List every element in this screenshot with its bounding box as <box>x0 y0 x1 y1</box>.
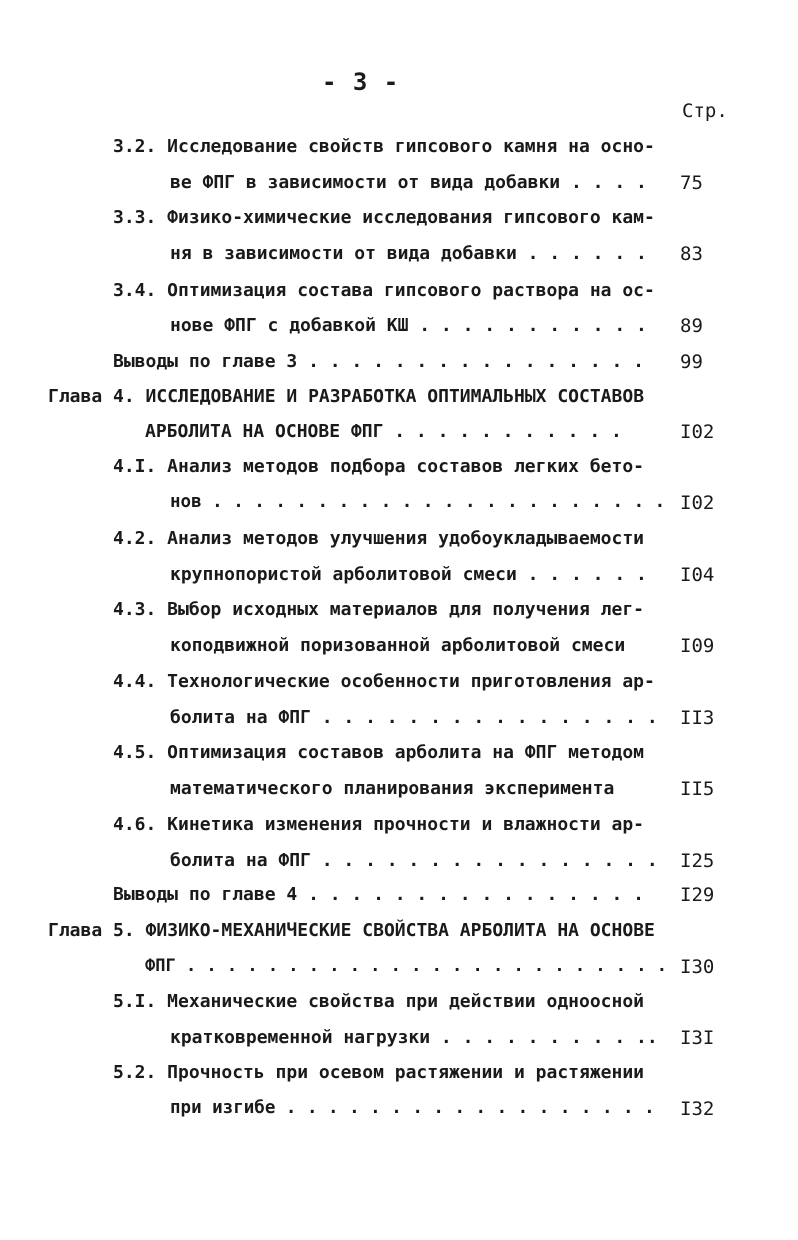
toc-chapter-4-line1: Глава 4. ИССЛЕДОВАНИЕ И РАЗРАБОТКА ОПТИМАЛЬНЫХ СОСТАВОВ <box>48 386 645 407</box>
toc-entry-4-3-line2: коподвижной поризованной арболитовой смеси <box>170 635 626 656</box>
toc-conclusions-ch3: Выводы по главе 3 . . . . . . . . . . . . . . . . <box>113 351 645 372</box>
toc-entry-3-2-line1: 3.2. Исследование свойств гипсового камня на осно- <box>113 136 655 157</box>
toc-entry-4-4-line1: 4.4. Технологические особенности приготовления ар- <box>113 671 655 692</box>
toc-entry-3-2-line2: ве ФПГ в зависимости от вида добавки . . . . <box>170 172 647 193</box>
toc-entry-5-2-line2: при изгибе . . . . . . . . . . . . . . . . . . <box>170 1098 655 1118</box>
toc-entry-4-1-line2: нов . . . . . . . . . . . . . . . . . . . . . . <box>170 492 666 512</box>
toc-entry-5-1-line2: кратковременной нагрузки . . . . . . . . . .. <box>170 1027 658 1048</box>
toc-entry-4-5-line2: математического планирования эксперимента <box>170 778 615 799</box>
toc-chapter-4-page: I02 <box>680 421 715 443</box>
toc-chapter-5-line1: Глава 5. ФИЗИКО-МЕХАНИЧЕСКИЕ СВОЙСТВА АРБОЛИТА НА ОСНОВЕ <box>48 920 655 941</box>
toc-entry-3-4-line2: нове ФПГ с добавкой КШ . . . . . . . . . . . <box>170 315 647 336</box>
toc-entry-4-2-line2: крупнопористой арболитовой смеси . . . . . . <box>170 564 647 585</box>
toc-conclusions-ch4-page: I29 <box>680 884 715 906</box>
toc-chapter-4-line2: АРБОЛИТА НА ОСНОВЕ ФПГ . . . . . . . . . . . <box>145 421 622 442</box>
toc-entry-4-6-line2: болита на ФПГ . . . . . . . . . . . . . . . . <box>170 850 658 871</box>
toc-entry-3-4-page: 89 <box>680 315 703 337</box>
toc-entry-4-4-line2: болита на ФПГ . . . . . . . . . . . . . . . . <box>170 707 658 728</box>
toc-chapter-5-line2: ФПГ . . . . . . . . . . . . . . . . . . . . . . . . <box>145 956 667 976</box>
toc-entry-5-1-line1: 5.I. Механические свойства при действии одноосной <box>113 991 645 1012</box>
toc-entry-4-2-line1: 4.2. Анализ методов улучшения удобоукладываемости <box>113 528 645 549</box>
toc-entry-4-6-page: I25 <box>680 850 715 872</box>
toc-conclusions-ch3-page: 99 <box>680 351 703 373</box>
toc-entry-5-1-page: I3I <box>680 1027 715 1049</box>
toc-entry-3-2-page: 75 <box>680 172 703 194</box>
toc-entry-4-6-line1: 4.6. Кинетика изменения прочности и влажности ар- <box>113 814 645 835</box>
toc-entry-4-4-page: II3 <box>680 707 715 729</box>
toc-entry-4-3-line1: 4.3. Выбор исходных материалов для получения лег- <box>113 599 645 620</box>
toc-entry-4-2-page: I04 <box>680 564 715 586</box>
toc-entry-3-4-line1: 3.4. Оптимизация состава гипсового раствора на ос- <box>113 280 655 301</box>
toc-entry-4-3-page: I09 <box>680 635 715 657</box>
toc-entry-5-2-line1: 5.2. Прочность при осевом растяжении и растяжении <box>113 1062 645 1083</box>
toc-entry-4-1-line1: 4.I. Анализ методов подбора составов легких бето- <box>113 456 645 477</box>
toc-entry-4-5-line1: 4.5. Оптимизация составов арболита на ФПГ методом <box>113 742 645 763</box>
page-number: - 3 - <box>322 68 400 96</box>
toc-entry-4-5-page: II5 <box>680 778 715 800</box>
toc-conclusions-ch4: Выводы по главе 4 . . . . . . . . . . . . . . . . <box>113 884 645 905</box>
page-column-label: Стр. <box>682 100 728 122</box>
toc-entry-3-3-line2: ня в зависимости от вида добавки . . . . . . <box>170 243 647 264</box>
toc-entry-3-3-page: 83 <box>680 243 703 265</box>
toc-entry-3-3-line1: 3.3. Физико-химические исследования гипсового кам- <box>113 207 655 228</box>
toc-entry-4-1-page: I02 <box>680 492 715 514</box>
toc-entry-5-2-page: I32 <box>680 1098 715 1120</box>
toc-chapter-5-page: I30 <box>680 956 715 978</box>
